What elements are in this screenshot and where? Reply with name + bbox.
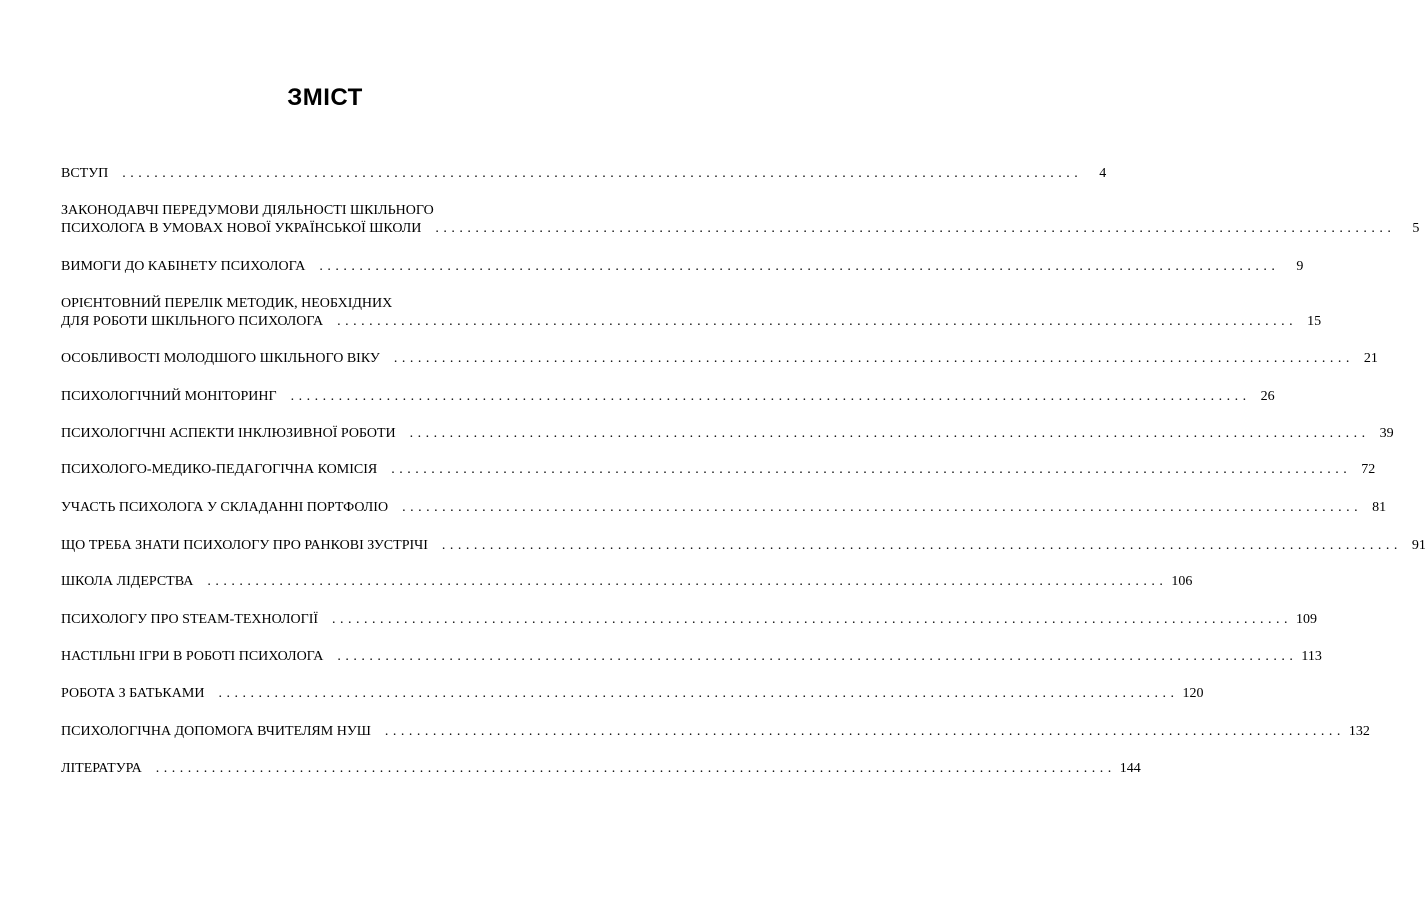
toc-entry[interactable]	[61, 537, 1426, 555]
toc-entry-page: 132	[1348, 724, 1370, 739]
toc-entry-page: 81	[1372, 500, 1387, 515]
toc-entry-page: 9	[1296, 259, 1304, 274]
toc-entry[interactable]	[61, 760, 1141, 778]
toc-entry[interactable]	[61, 202, 1420, 238]
toc-entry-page: 109	[1296, 612, 1318, 627]
toc-entry-title: ПСИХОЛОГІЧНИЙ МОНІТОРИНГ	[61, 389, 277, 404]
toc-entry-title: ОСОБЛИВОСТІ МОЛОДШОГО ШКІЛЬНОГО ВІКУ	[61, 351, 380, 366]
toc-entry-row	[61, 648, 1322, 666]
toc-entry-row	[61, 350, 1378, 368]
toc-entry-page: 113	[1301, 649, 1322, 664]
toc-entry-row	[61, 611, 1318, 629]
toc-entry[interactable]	[61, 499, 1387, 517]
dot-leader: ........................................................................................................................	[435, 221, 1396, 236]
toc-entry-row	[61, 165, 1107, 183]
toc-entry-row	[61, 573, 1193, 591]
toc-entry-row	[61, 685, 1204, 703]
dot-leader: ........................................................................................................................	[384, 724, 1345, 739]
toc-entry[interactable]	[61, 388, 1275, 406]
toc-entry-title: ВИМОГИ ДО КАБІНЕТУ ПСИХОЛОГА	[61, 259, 306, 274]
toc-entry-page: 72	[1361, 462, 1376, 477]
dot-leader: ........................................................................................................................	[337, 649, 1298, 664]
dot-leader: ........................................................................................................................	[218, 686, 1179, 701]
dot-leader: ........................................................................................................................	[337, 314, 1298, 329]
toc-entry-title-line1: ОРІЄНТОВНИЙ ПЕРЕЛІК МЕТОДИК, НЕОБХІДНИХ	[61, 296, 393, 311]
toc-entry-title: ШКОЛА ЛІДЕРСТВА	[61, 574, 194, 589]
toc-entry-row	[61, 537, 1426, 555]
toc-entry-row	[61, 313, 1322, 331]
dot-leader: ........................................................................................................................	[441, 538, 1402, 553]
toc-entry-page: 91	[1411, 538, 1426, 553]
dot-leader: ........................................................................................................................	[402, 500, 1363, 515]
toc-entry-title: ПСИХОЛОГУ ПРО STEAM-ТЕХНОЛОГІЇ	[61, 612, 319, 627]
page-title: ЗМІСТ	[287, 84, 363, 111]
toc-entry-title-line1: ЗАКОНОДАВЧІ ПЕРЕДУМОВИ ДІЯЛЬНОСТІ ШКІЛЬНОГО	[61, 203, 434, 218]
toc-entry-page: 39	[1379, 426, 1394, 441]
toc-entry-row	[61, 388, 1275, 406]
dot-leader: ........................................................................................................................	[409, 426, 1370, 441]
dot-leader: ........................................................................................................................	[319, 259, 1280, 274]
toc-entry[interactable]	[61, 295, 1322, 331]
toc-entry-page: 144	[1119, 761, 1141, 776]
toc-entry-row	[61, 461, 1376, 479]
toc-entry[interactable]	[61, 685, 1204, 703]
toc-entry-row	[61, 425, 1394, 443]
toc-entry[interactable]	[61, 425, 1394, 443]
toc-entry-title: ЛІТЕРАТУРА	[61, 761, 142, 776]
toc-entry-title: ЩО ТРЕБА ЗНАТИ ПСИХОЛОГУ ПРО РАНКОВІ ЗУСТРІЧІ	[61, 538, 428, 553]
toc-entry[interactable]	[61, 165, 1107, 183]
toc-entry-title: УЧАСТЬ ПСИХОЛОГА У СКЛАДАННІ ПОРТФОЛІО	[61, 500, 389, 515]
toc-entry-title: ДЛЯ РОБОТИ ШКІЛЬНОГО ПСИХОЛОГА	[61, 314, 324, 329]
toc-entry[interactable]	[61, 461, 1376, 479]
dot-leader: ........................................................................................................................	[155, 761, 1116, 776]
toc-entry-row	[61, 220, 1420, 238]
toc-entry[interactable]	[61, 611, 1318, 629]
toc-entry-row	[61, 760, 1141, 778]
dot-leader: ........................................................................................................................	[207, 574, 1168, 589]
toc-entry-title: ПСИХОЛОГІЧНА ДОПОМОГА ВЧИТЕЛЯМ НУШ	[61, 724, 371, 739]
toc-entry[interactable]	[61, 258, 1304, 276]
toc-entry-row	[61, 499, 1387, 517]
toc-entry-title: ПСИХОЛОГА В УМОВАХ НОВОЇ УКРАЇНСЬКОЇ ШКОЛИ	[61, 221, 422, 236]
toc-entry-page: 120	[1182, 686, 1204, 701]
toc-entry-page: 21	[1363, 351, 1378, 366]
toc-entry-page: 26	[1260, 389, 1275, 404]
toc-entry[interactable]	[61, 648, 1322, 666]
toc-entry-page: 4	[1099, 166, 1107, 181]
toc-entry-title: РОБОТА З БАТЬКАМИ	[61, 686, 205, 701]
toc-entry-title: НАСТІЛЬНІ ІГРИ В РОБОТІ ПСИХОЛОГА	[61, 649, 324, 664]
dot-leader: ........................................................................................................................	[391, 462, 1352, 477]
toc-entry-row	[61, 723, 1370, 741]
toc-entry[interactable]	[61, 573, 1193, 591]
toc-entry-page: 106	[1171, 574, 1193, 589]
toc-entry-title: ПСИХОЛОГО-МЕДИКО-ПЕДАГОГІЧНА КОМІСІЯ	[61, 462, 378, 477]
toc-entry[interactable]	[61, 723, 1370, 741]
toc-entry-page: 5	[1412, 221, 1420, 236]
toc-entry[interactable]	[61, 350, 1378, 368]
toc-entry-page: 15	[1307, 314, 1322, 329]
toc-entry-title: ВСТУП	[61, 166, 109, 181]
dot-leader: ........................................................................................................................	[290, 389, 1251, 404]
dot-leader: ........................................................................................................................	[122, 166, 1083, 181]
dot-leader: ........................................................................................................................	[332, 612, 1293, 627]
toc-entry-title: ПСИХОЛОГІЧНІ АСПЕКТИ ІНКЛЮЗИВНОЇ РОБОТИ	[61, 426, 396, 441]
dot-leader: ........................................................................................................................	[393, 351, 1354, 366]
toc-entry-row	[61, 258, 1304, 276]
